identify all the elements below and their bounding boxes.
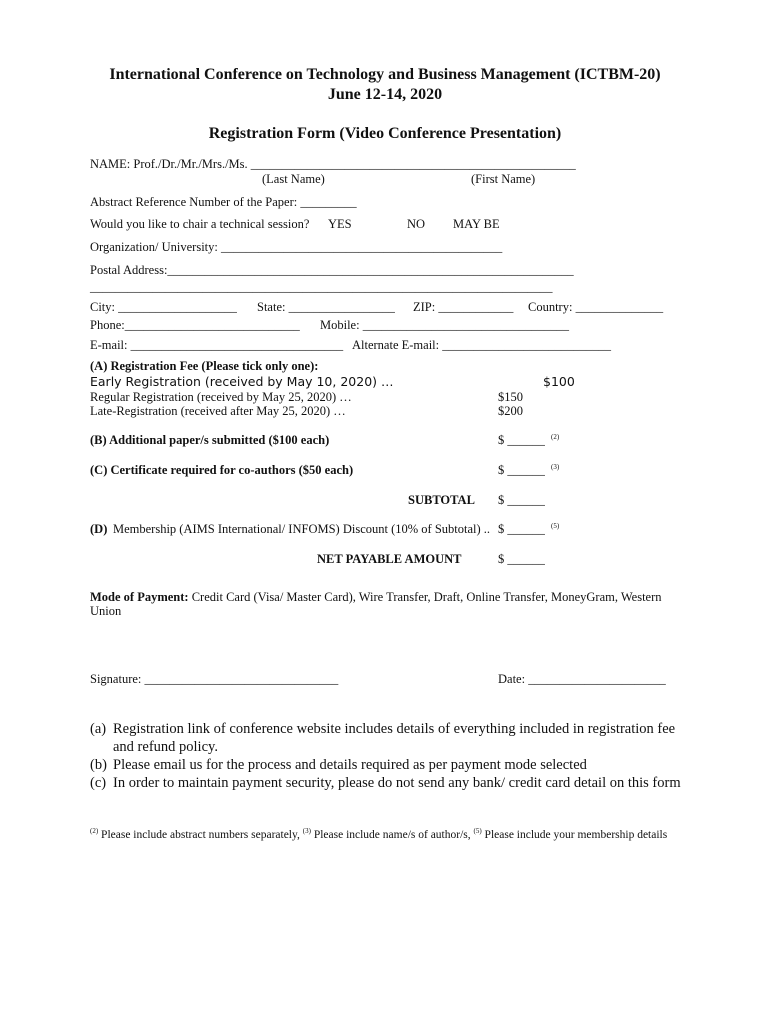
payment-mode-line [90,590,662,605]
additional-papers-label: (B) Additional paper/s submitted ($100 each) [90,433,330,447]
membership-footnote-ref: (5) [551,522,560,530]
early-registration-price: $100 [543,374,575,389]
form-title: Registration Form (Video Conference Presentation) [208,125,562,142]
regular-registration-price: $150 [498,390,523,404]
certificate-label: (C) Certificate required for co-authors ($50 each) [90,463,354,477]
early-registration-option[interactable]: Early Registration (received by May 10, 2020) … [90,374,394,389]
footnote-3-text: Please include name/s of author/s, [313,828,471,841]
chair-option-yes[interactable]: YES [328,217,352,231]
regular-registration-option[interactable]: Regular Registration (received by May 25, 2020) … [90,390,352,404]
footnote-3-marker: (3) [302,827,311,835]
alternate-email-field[interactable]: Alternate E-mail: ___________________________ [352,338,611,352]
note-text: Please email us for the process and details required as per payment mode selected [113,757,587,773]
organization-field[interactable]: Organization/ University: _____________________________________________ [90,240,503,254]
mobile-field[interactable]: Mobile: _________________________________ [320,318,569,332]
payment-mode-text: Credit Card (Visa/ Master Card), Wire Transfer, Draft, Online Transfer, MoneyGram, Western [191,590,662,604]
note-item [90,756,690,774]
abstract-number-field[interactable]: Abstract Reference Number of the Paper: _________ [90,195,357,209]
footnote-2-marker: (2) [90,827,99,835]
postal-address-field[interactable]: Postal Address:_________________________________________________________________ [90,263,574,277]
chair-option-no[interactable]: NO [407,217,426,231]
footnote-5-marker: (5) [473,827,482,835]
postal-address-continued[interactable]: __________________________________________________________________________ [90,280,553,294]
conference-title: International Conference on Technology and Business Management (ICTBM-20) [109,66,661,83]
subtotal-amount[interactable]: $ ______ [498,493,545,507]
last-name-label: (Last Name) [262,172,325,186]
note-label: (c) [90,775,107,791]
chair-option-maybe[interactable]: MAY BE [453,217,500,231]
note-label: (b) [90,757,107,773]
note-text: Registration link of conference website includes details of everything included in registration fee and refund policy. [113,721,676,755]
certificate-footnote-ref: (3) [551,463,560,471]
date-field[interactable]: Date: ______________________ [498,672,666,686]
phone-field[interactable]: Phone:____________________________ [90,318,300,332]
city-field[interactable]: City: ___________________ [90,300,237,314]
note-item [90,774,690,792]
note-label: (a) [90,721,107,737]
membership-prefix: (D) [90,522,108,536]
footnotes [90,827,667,841]
certificate-amount[interactable]: $ ______ [498,463,545,477]
note-text: In order to maintain payment security, please do not send any bank/ credit card detail on this form [113,775,681,791]
email-field[interactable]: E-mail: __________________________________ [90,338,344,352]
signature-field[interactable]: Signature: _______________________________ [90,672,339,686]
payment-mode-text-continued: Union [90,604,122,618]
footnote-5-text: Please include your membership details [484,828,668,841]
additional-papers-amount[interactable]: $ ______ [498,433,545,447]
chair-session-question: Would you like to chair a technical session? [90,217,310,231]
zip-field[interactable]: ZIP: ____________ [413,300,514,314]
payment-mode-label: Mode of Payment: [90,590,189,604]
first-name-label: (First Name) [471,172,536,186]
membership-discount-label: Membership (AIMS International/ INFOMS) Discount (10% of Subtotal) .. [113,522,491,536]
country-field[interactable]: Country: ______________ [528,300,664,314]
footnote-2-text: Please include abstract numbers separately, [101,828,300,841]
note-item [90,720,690,756]
membership-discount-amount[interactable]: $ ______ [498,522,545,536]
additional-papers-footnote-ref: (2) [551,433,560,441]
notes-list [90,720,690,792]
conference-dates: June 12-14, 2020 [327,86,443,103]
name-field[interactable]: NAME: Prof./Dr./Mr./Mrs./Ms. ____________________________________________________ [90,157,576,171]
net-payable-label: NET PAYABLE AMOUNT [317,552,462,566]
subtotal-label: SUBTOTAL [408,493,475,507]
late-registration-price: $200 [498,404,523,418]
state-field[interactable]: State: _________________ [257,300,395,314]
late-registration-option[interactable]: Late-Registration (received after May 25, 2020) … [90,404,346,418]
net-payable-amount[interactable]: $ ______ [498,552,545,566]
registration-fee-heading: (A) Registration Fee (Please tick only one): [90,359,319,373]
